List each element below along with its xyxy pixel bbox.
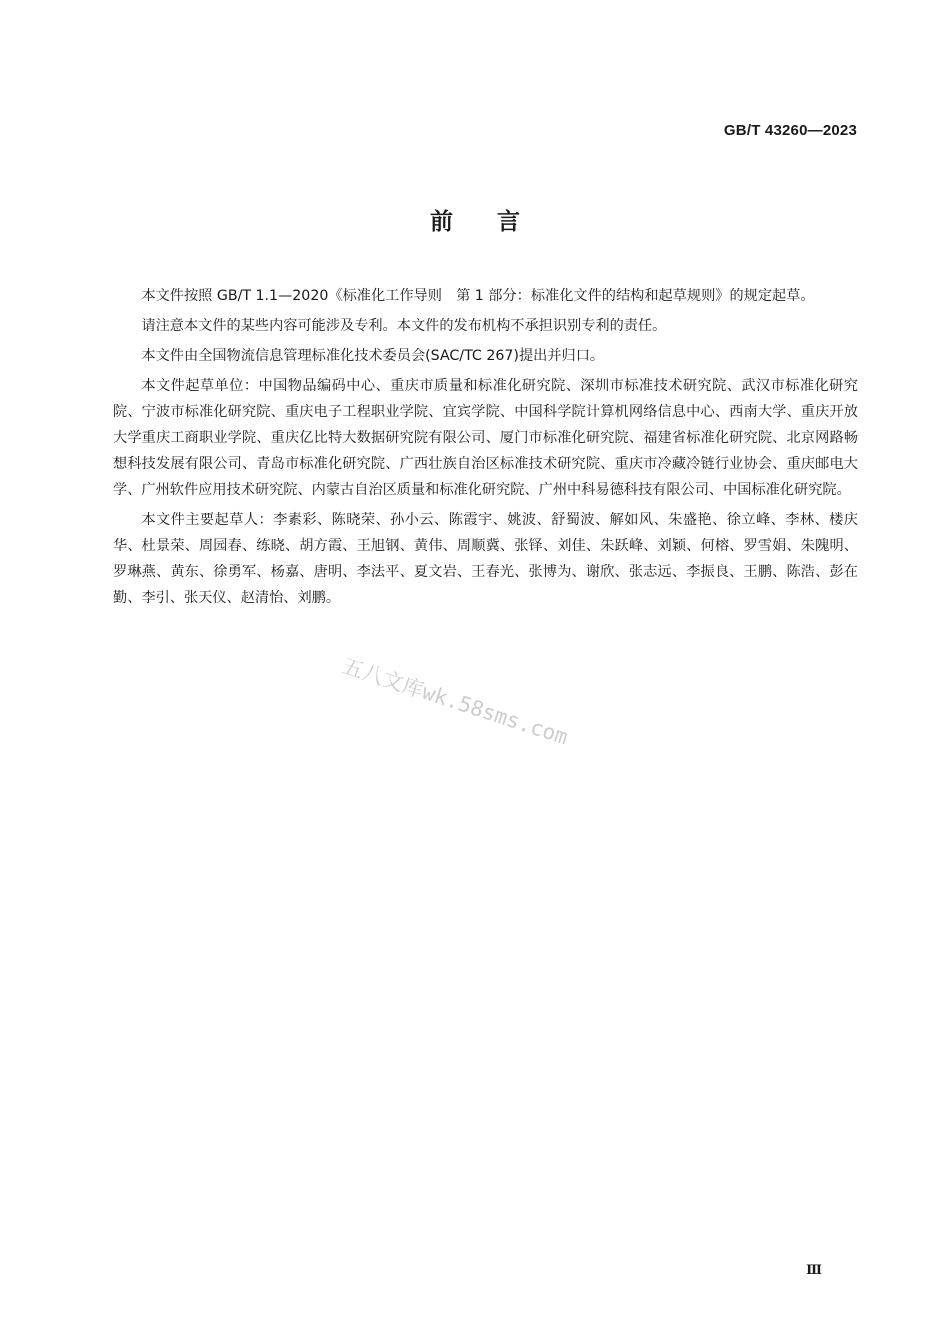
standard-number: GB/T 43260—2023 <box>723 122 857 139</box>
watermark: 五八文库wk.58sms.com <box>339 653 571 750</box>
paragraph-proposer: 本文件由全国物流信息管理标准化技术委员会(SAC/TC 267)提出并归口。 <box>141 348 605 364</box>
paragraph-patent-notice: 请注意本文件的某些内容可能涉及专利。本文件的发布机构不承担识别专利的责任。 <box>141 318 667 334</box>
paragraph-drafting-rules: 本文件按照 GB/T 1.1—2020《标准化工作导则 第 1 部分：标准化文件的结构和起草规则》的规定起草。 <box>141 288 815 304</box>
page-number: Ⅲ <box>806 1262 822 1277</box>
preface-body <box>113 283 858 615</box>
page-title: 前言 <box>430 209 564 235</box>
paragraph-drafting-units: 本文件起草单位：中国物品编码中心、重庆市质量和标准化研究院、深圳市标准技术研究院、武汉市标准化研究院、宁波市标准化研究院、重庆电子工程职业学院、宜宾学院、中国科学院计算机网络信息中心、西南大学、重庆开放大学重庆工商职业学院、重庆亿比特大数据研究院有限公司、厦门市标准化研究院、福建省标准化研究院、北京网路畅想科技发展有限公司、青岛市标准化研究院、广西壮族自治区标准技术研究院、重庆市冷藏冷链行业协会、重庆邮电大学、广州软件应用技术研究院、内蒙古自治区质量和标准化研究院、广州中科易德科技有限公司、中国标准化研究院。 <box>113 378 858 498</box>
paragraph-drafters: 本文件主要起草人：李素彩、陈晓荣、孙小云、陈霞宇、姚波、舒蜀波、解如风、朱盛艳、徐立峰、李林、楼庆华、杜景荣、周园春、练晓、胡方霞、王旭钢、黄伟、周顺冀、张铎、刘佳、朱跃峰、刘颖、何榕、罗雪娟、朱隗明、罗琳燕、黄东、徐勇军、杨嘉、唐明、李法平、夏文岩、王春光、张博为、谢欣、张志远、李振良、王鹏、陈浩、彭在勤、李引、张天仪、赵清怡、刘鹏。 <box>113 512 858 606</box>
